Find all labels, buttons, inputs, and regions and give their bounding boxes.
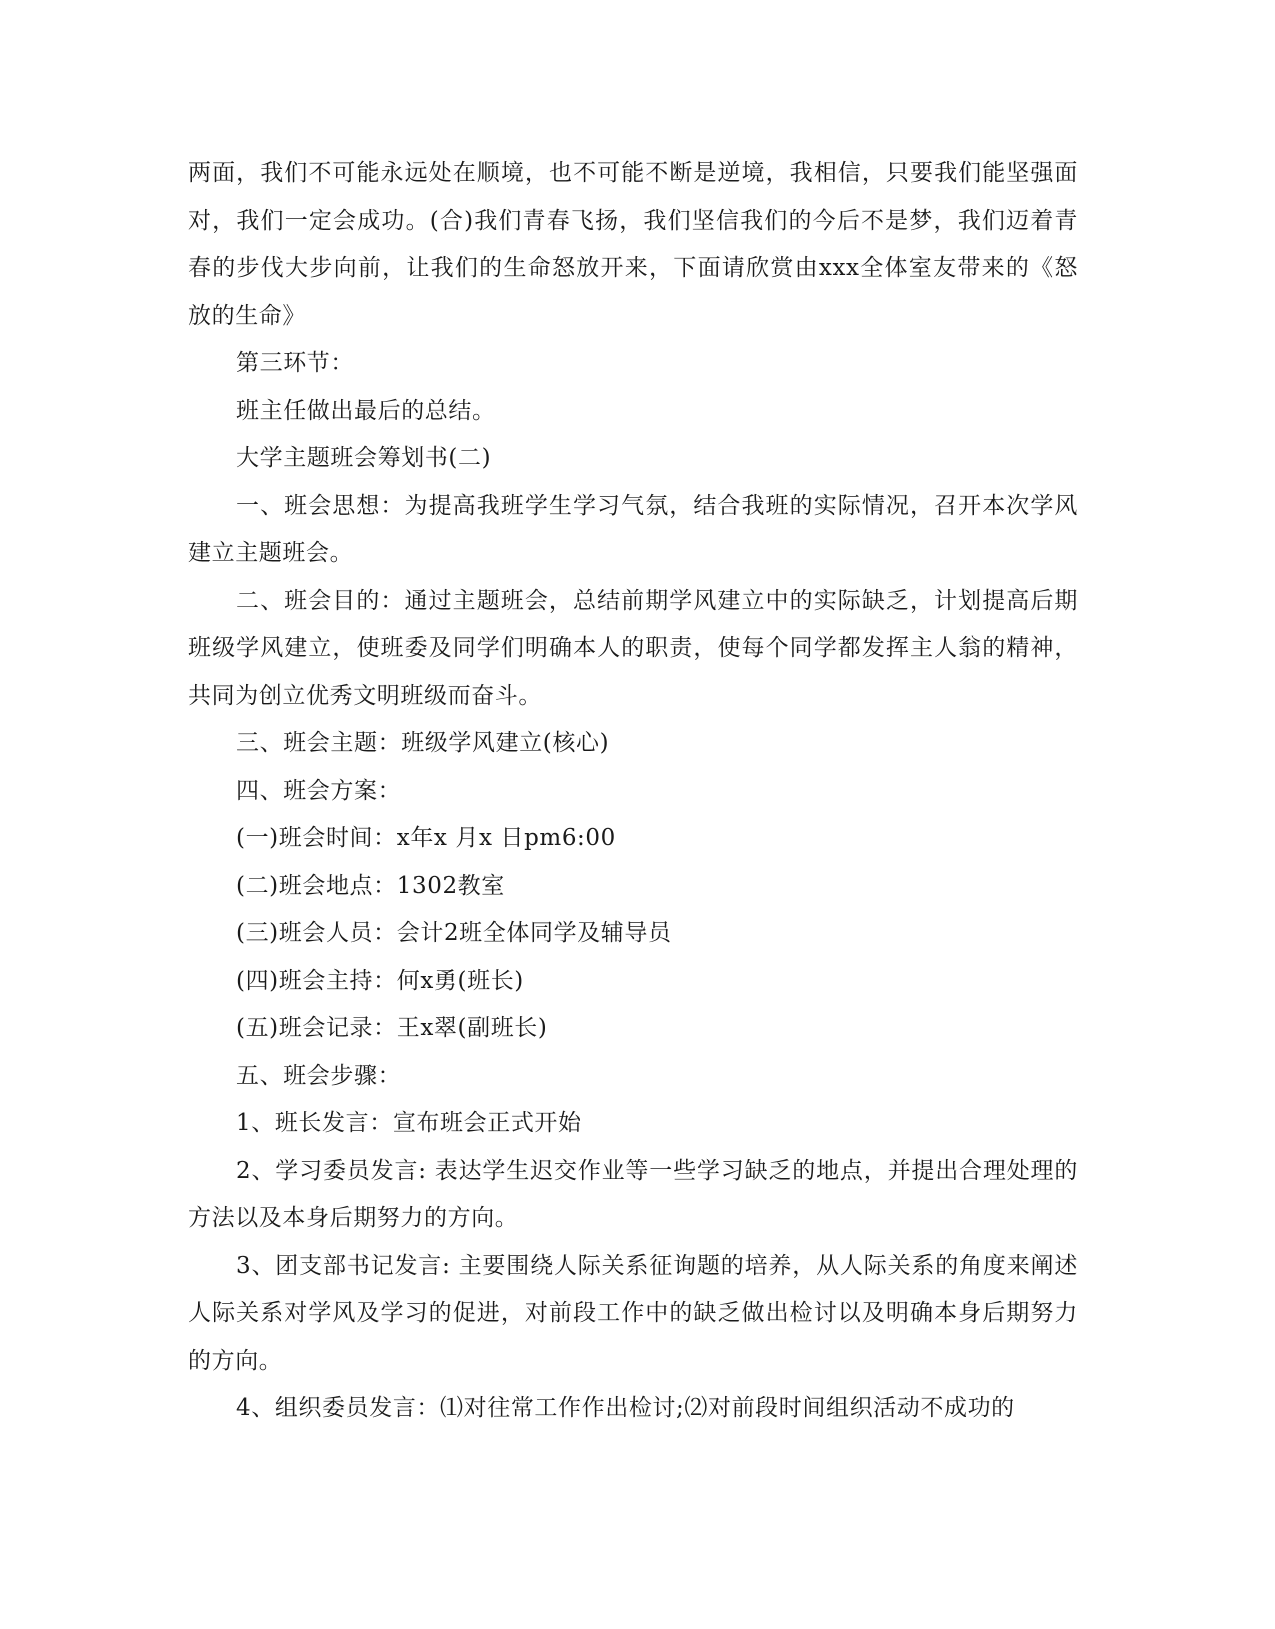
document-body [188,150,1078,1433]
paragraph-step-two: 2、学习委员发言: 表达学生迟交作业等一些学习缺乏的地点，并提出合理处理的方法以及本身后期努力的方向。 [188,1157,1078,1231]
paragraph-step-three: 3、团支部书记发言: 主要围绕人际关系征询题的培养，从人际关系的角度来阐述人际关系对学风及学习的促进，对前段工作中的缺乏做出检讨以及明确本身后期努力的方向。 [188,1252,1078,1374]
paragraph-meeting-recorder: (五)班会记录：王x翠(副班长) [236,1015,548,1041]
paragraph-plan-title: 大学主题班会筹划书(二) [236,445,492,471]
paragraph-step-one: 1、班长发言：宣布班会正式开始 [236,1110,582,1136]
paragraph-meeting-theme: 三、班会主题：班级学风建立(核心) [236,730,610,756]
paragraph-continuation: 两面，我们不可能永远处在顺境，也不可能不断是逆境，我相信，只要我们能坚强面对，我们一定会成功。(合)我们青春飞扬，我们坚信我们的今后不是梦，我们迈着青春的步伐大步向前，让我们的生命怒放开来，下面请欣赏由xxx全体室友带来的《怒放的生命》 [188,160,1078,329]
paragraph-meeting-attendees: (三)班会人员：会计2班全体同学及辅导员 [236,920,672,946]
paragraph-meeting-location: (二)班会地点：1302教室 [236,872,505,899]
paragraph-meeting-steps: 五、班会步骤： [236,1062,402,1089]
paragraph-meeting-purpose: 二、班会目的：通过主题班会，总结前期学风建立中的实际缺乏，计划提高后期班级学风建立，使班委及同学们明确本人的职责，使每个同学都发挥主人翁的精神，共同为创立优秀文明班级而奋斗。 [188,587,1078,709]
paragraph-meeting-host: (四)班会主持：何x勇(班长) [236,967,524,994]
paragraph-section-three: 第三环节： [236,350,354,376]
paragraph-step-four: 4、组织委员发言：⑴对往常工作作出检讨;⑵对前段时间组织活动不成功的 [236,1395,1015,1421]
paragraph-meeting-plan: 四、班会方案： [236,777,402,804]
paragraph-meeting-time: (一)班会时间：x年x 月x 日pm6:00 [236,825,616,851]
paragraph-meeting-idea: 一、班会思想：为提高我班学生学习气氛，结合我班的实际情况，召开本次学风建立主题班会。 [188,492,1078,566]
paragraph-teacher-summary: 班主任做出最后的总结。 [236,397,496,424]
